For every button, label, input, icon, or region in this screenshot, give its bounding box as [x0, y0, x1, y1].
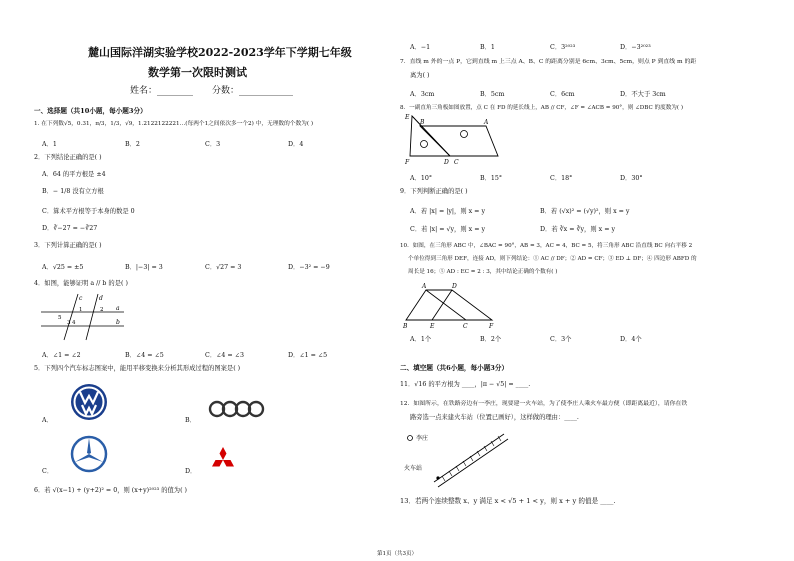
q5-option-b[interactable]: B．: [185, 417, 196, 424]
q8-label-a: A: [484, 119, 489, 126]
q9-option-c[interactable]: C．若 |x| = √y，则 x = y: [410, 226, 486, 233]
section-fill-title: 二、填空题（共6小题，每小题3分）: [400, 364, 509, 372]
q4-parallel-lines-figure: [36, 292, 126, 342]
q7-option-c[interactable]: C．6cm: [550, 91, 575, 98]
q2-option-b[interactable]: B．− 1/8 没有立方根: [42, 188, 104, 195]
q9-option-d[interactable]: D．若 ∛x = ∛y，则 x = y: [540, 226, 616, 233]
q4-label-5: 5: [58, 315, 62, 321]
q12-village-label: 李庄: [416, 435, 429, 442]
score-field[interactable]: 分数：____________: [212, 86, 294, 96]
q4-option-c[interactable]: C．∠4 = ∠3: [205, 352, 244, 359]
q9-option-a[interactable]: A．若 |x| = |y|，则 x = y: [410, 208, 485, 215]
q4-label-b: b: [116, 319, 120, 326]
question-1: 1. 在下列数√5，0.31，π/3，1/3，√9，1.2122122221…(每两个1之间依次多一个2) 中，无理数的个数为( ): [34, 121, 314, 127]
q4-option-b[interactable]: B．∠4 = ∠5: [125, 352, 164, 359]
q8-triangle-boards-figure: [402, 112, 502, 168]
q7-option-b[interactable]: B．5cm: [480, 91, 505, 98]
question-10-line2: 个单位得到三角形 DEF，连接 AD，则下列结论：① AC // DF；② AD = CF；③ ED ⊥ DF；④ 四边形 ABFD 的: [408, 256, 697, 262]
q10-option-c[interactable]: C．3个: [550, 336, 572, 343]
page-footer: 第1页（共3页）: [377, 551, 417, 557]
question-4: 4．如图，能够证明 a // b 的是( ): [34, 280, 128, 287]
q8-option-b[interactable]: B．15°: [480, 175, 503, 182]
q12-station-label: 火车站: [404, 465, 423, 472]
q3-option-a[interactable]: A．√25 = ±5: [42, 264, 84, 271]
q7-option-a[interactable]: A．3cm: [410, 91, 435, 98]
mercedes-star-logo-icon: [70, 435, 108, 473]
q10-label-b: B: [403, 323, 408, 330]
question-13: 13．若两个连续整数 x、y 满足 x < √5 + 1 < y，则 x + y 的值是 ____.: [400, 497, 616, 505]
q5-option-d[interactable]: D．: [185, 468, 197, 475]
q10-option-a[interactable]: A．1个: [410, 336, 432, 343]
q1-option-d[interactable]: D．4: [288, 141, 304, 148]
q2-option-a[interactable]: A．64 的平方根是 ±4: [42, 171, 106, 178]
q5-option-c[interactable]: C．: [42, 468, 54, 475]
q1-option-a[interactable]: A．1: [42, 141, 57, 148]
q8-label-c: C: [454, 159, 459, 166]
q1-option-b[interactable]: B．2: [125, 141, 140, 148]
exam-subtitle: 数学第一次限时测试: [148, 66, 247, 79]
question-11: 11．√16 的平方根为 ____，|π − √5| = ____.: [400, 381, 531, 388]
q8-option-a[interactable]: A．10°: [410, 175, 433, 182]
question-9: 9．下列判断正确的是( ): [400, 188, 468, 195]
exam-title: 麓山国际洋湖实验学校2022-2023学年下学期七年级: [88, 46, 352, 59]
question-2: 2．下列结论正确的是( ): [34, 154, 102, 161]
q6-option-b[interactable]: B．1: [480, 44, 495, 51]
q5-option-a[interactable]: A．: [42, 417, 53, 424]
question-12-continued: 路旁选一点来建火车站（位置已画好），这样做的理由：____.: [410, 414, 579, 421]
q10-label-d: D: [452, 283, 457, 290]
question-7: 7．直线 m 外的一点 P，它到直线 m 上三点 A、B、C 的距离分别是 6cm、3cm、5cm，则点 P 到直线 m 的距: [400, 59, 697, 65]
name-field[interactable]: 姓名：________: [130, 86, 194, 96]
q8-option-d[interactable]: D．30°: [620, 175, 643, 182]
question-10: 10．如图，在三角形 ABC 中，∠BAC = 90°，AB = 3，AC = 4，BC = 5，将三角形 ABC 沿直线 BC 向右平移 2: [400, 243, 693, 249]
q12-railway-figure: [404, 432, 514, 490]
q6-option-c[interactable]: C．3²⁰²³: [550, 44, 576, 51]
mitsubishi-diamonds-logo-icon: [208, 447, 238, 473]
question-5: 5．下列四个汽车标志图案中，能用平移变换来分析其形成过程的图案是( ): [34, 365, 241, 372]
volkswagen-logo-icon: [70, 383, 108, 421]
q3-option-c[interactable]: C．√27 = 3: [205, 264, 242, 271]
q1-option-c[interactable]: C．3: [205, 141, 221, 148]
q7-option-d[interactable]: D．不大于 3cm: [620, 91, 666, 98]
q2-option-d[interactable]: D．∛−27 = −∛27: [42, 225, 98, 232]
q10-option-d[interactable]: D．4个: [620, 336, 642, 343]
section-choice-title: 一、选择题（共10小题，每小题3分）: [34, 107, 147, 115]
q10-label-e: E: [430, 323, 435, 330]
question-6: 6．若 √(x−1) + (y+2)² = 0，则 (x+y)²⁰²³ 的值为( ): [34, 487, 188, 494]
q4-label-c: c: [79, 295, 83, 302]
q10-label-f: F: [489, 323, 494, 330]
question-12: 12．如图所示，在铁路旁边有一李庄，现要建一火车站，为了使李庄人乘火车最方便（即距离最近），请你在铁: [400, 401, 688, 407]
q8-label-f: F: [405, 159, 410, 166]
q6-option-d[interactable]: D．−3²⁰²³: [620, 44, 651, 51]
q4-option-a[interactable]: A．∠1 = ∠2: [42, 352, 81, 359]
q6-option-a[interactable]: A．−1: [410, 44, 431, 51]
q10-label-c: C: [463, 323, 468, 330]
audi-rings-logo-icon: [207, 400, 267, 418]
q8-label-e: E: [405, 114, 410, 121]
q8-label-b: B: [420, 119, 425, 126]
q4-label-4: 4: [72, 320, 76, 326]
q4-label-3: 3: [67, 320, 71, 326]
q4-option-d[interactable]: D．∠1 = ∠5: [288, 352, 328, 359]
question-8: 8．一副直角三角板如图放置，点 C 在 FD 的延长线上，AB // CF，∠F = ∠ACB = 90°，则 ∠DBC 的度数为( ): [400, 105, 684, 111]
q4-label-a: a: [116, 305, 120, 312]
q10-option-b[interactable]: B．2个: [480, 336, 502, 343]
q9-option-b[interactable]: B．若 (√x)² = (√y)²，则 x = y: [540, 208, 630, 215]
q4-label-1: 1: [79, 307, 83, 313]
q4-label-d: d: [99, 295, 103, 302]
q3-option-d[interactable]: D．−3² = −9: [288, 264, 330, 271]
q10-label-a: A: [422, 283, 427, 290]
q4-label-2: 2: [100, 307, 104, 313]
question-10-line3: 周长是 16；⑤ AD : EC = 2 : 3，其中结论正确的个数有( ): [408, 269, 558, 275]
q10-translation-figure: [402, 282, 498, 330]
q3-option-b[interactable]: B．|−3| = 3: [125, 264, 163, 271]
question-3: 3．下列计算正确的是( ): [34, 242, 102, 249]
q2-option-c[interactable]: C．算术平方根等于本身的数是 0: [42, 208, 135, 215]
q8-label-d: D: [444, 159, 449, 166]
question-7-continued: 离为( ): [410, 72, 430, 79]
q8-option-c[interactable]: C．18°: [550, 175, 573, 182]
